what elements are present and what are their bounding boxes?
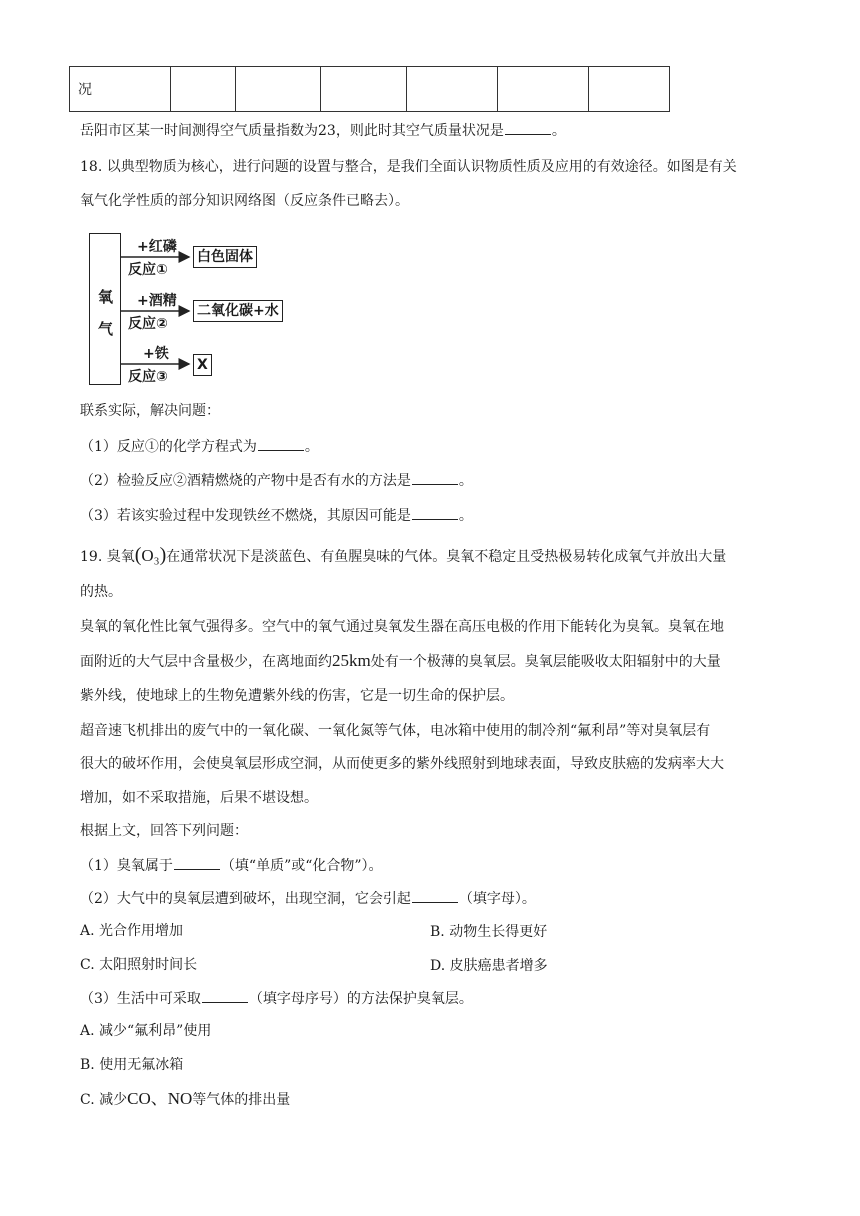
formula-paren: ( xyxy=(134,544,142,566)
q18-sub3 xyxy=(80,505,473,526)
table-cell: 况 xyxy=(70,67,171,112)
q19-p2-line2 xyxy=(80,651,721,672)
answer-blank[interactable] xyxy=(258,436,304,451)
answer-blank[interactable] xyxy=(505,120,551,135)
answer-blank[interactable] xyxy=(202,988,248,1003)
option-a[interactable]: A. 减少“氟利昂”使用 xyxy=(80,1023,212,1039)
q18-intro-line2: 氧气化学性质的部分知识网络图（反应条件已略去）。 xyxy=(80,193,409,209)
answer-blank[interactable] xyxy=(412,470,458,485)
question-text: 。 xyxy=(458,508,473,524)
gas-formulas: CO、NO xyxy=(127,1089,193,1108)
q18-lead: 联系实际，解决问题： xyxy=(80,403,220,419)
answer-blank[interactable] xyxy=(412,888,458,903)
answer-blank[interactable] xyxy=(412,505,458,520)
question-text: 。 xyxy=(304,439,319,455)
option-text: C. 减少 xyxy=(80,1092,128,1108)
table-cell xyxy=(321,67,407,112)
q18-intro-line1: 18. 以典型物质为核心，进行问题的设置与整合，是我们全面认识物质性质及应用的有效途径。如图是有关 xyxy=(80,159,737,175)
question-text: （填“单质”或“化合物”）。 xyxy=(220,858,383,874)
question-text: 。 xyxy=(551,123,566,139)
option-a[interactable]: A. 光合作用增加 xyxy=(80,923,184,939)
oxygen-label: 气 xyxy=(98,320,114,338)
q19-p3-line3: 增加，如不采取措施，后果不堪设想。 xyxy=(80,790,318,806)
question-text: 岳阳市区某一时间测得空气质量指数为23，则此时其空气质量状况是 xyxy=(80,123,504,139)
question-text: 。 xyxy=(458,473,473,489)
ozone-formula: O₃ xyxy=(141,546,160,565)
q19-p3-line1: 超音速飞机排出的废气中的一氧化碳、一氧化氮等气体，电冰箱中使用的制冷剂“氟利昂”等对臭氧层有 xyxy=(80,723,711,739)
option-c[interactable]: C. 太阳照射时间长 xyxy=(80,957,198,973)
option-d[interactable]: D. 皮肤癌患者增多 xyxy=(430,958,548,974)
question-text: 在通常状况下是淡蓝色、有鱼腥臭味的气体。臭氧不稳定且受热极易转化成氧气并放出大量 xyxy=(166,549,727,565)
product-box: 白色固体 xyxy=(193,246,257,268)
q19-lead: 根据上文，回答下列问题： xyxy=(80,823,248,839)
altitude-value: 25km xyxy=(332,651,371,670)
option-text: 等气体的排出量 xyxy=(192,1092,291,1108)
q18-sub2 xyxy=(80,470,473,491)
product-box: 二氧化碳+水 xyxy=(193,300,283,322)
reactant-label: +红磷 xyxy=(137,239,177,255)
reactant-label: +酒精 xyxy=(137,293,177,309)
option-b[interactable]: B. 使用无氟冰箱 xyxy=(80,1057,184,1073)
q19-p3-line2: 很大的破坏作用，会使臭氧层形成空洞，从而使更多的紫外线照射到地球表面，导致皮肤癌的发病率大大 xyxy=(80,756,724,772)
answer-blank[interactable] xyxy=(174,855,220,870)
question-text: （3）生活中可采取 xyxy=(80,991,201,1007)
q19-p2-line1: 臭氧的氧化性比氧气强得多。空气中的氧气通过臭氧发生器在高压电极的作用下能转化为臭氧。臭氧在地 xyxy=(80,619,724,635)
option-c[interactable] xyxy=(80,1089,290,1110)
question-text: （1）臭氧属于 xyxy=(80,858,173,874)
question-text: （填字母）。 xyxy=(458,891,536,907)
reaction-label: 反应③ xyxy=(128,369,168,385)
question-text: 处有一个极薄的臭氧层。臭氧层能吸收太阳辐射中的大量 xyxy=(370,654,721,670)
question-text: （1）反应①的化学方程式为 xyxy=(80,439,257,455)
reaction-label: 反应① xyxy=(128,262,168,278)
table-cell xyxy=(498,67,589,112)
q17-tail xyxy=(80,120,566,141)
question-text: 19. 臭氧 xyxy=(80,549,135,565)
question-text: （3）若该实验过程中发现铁丝不燃烧，其原因可能是 xyxy=(80,508,411,524)
option-b[interactable]: B. 动物生长得更好 xyxy=(430,924,548,940)
oxygen-reaction-diagram xyxy=(89,233,319,385)
product-box: X xyxy=(193,354,212,376)
q19-p2-line3: 紫外线，使地球上的生物免遭紫外线的伤害，它是一切生命的保护层。 xyxy=(80,688,514,704)
air-quality-table-fragment xyxy=(69,66,670,112)
table-row xyxy=(70,67,670,112)
q19-sub1 xyxy=(80,855,383,876)
formula-paren: ) xyxy=(159,544,167,566)
table-cell xyxy=(171,67,236,112)
q19-sub2 xyxy=(80,888,536,909)
table-cell xyxy=(407,67,498,112)
q18-sub1 xyxy=(80,436,319,457)
oxygen-label: 氧 xyxy=(98,288,114,306)
question-text: （填字母序号）的方法保护臭氧层。 xyxy=(248,991,473,1007)
question-text: （2）大气中的臭氧层遭到破坏，出现空洞，它会引起 xyxy=(80,891,411,907)
q19-line2: 的热。 xyxy=(80,584,122,600)
q19-line1 xyxy=(80,545,726,567)
question-text: （2）检验反应②酒精燃烧的产物中是否有水的方法是 xyxy=(80,473,411,489)
reaction-label: 反应② xyxy=(128,316,168,332)
table-cell xyxy=(589,67,670,112)
q19-sub3 xyxy=(80,988,473,1009)
table-cell xyxy=(236,67,321,112)
question-text: 面附近的大气层中含量极少，在离地面约 xyxy=(80,654,332,670)
reactant-label: +铁 xyxy=(143,346,169,362)
